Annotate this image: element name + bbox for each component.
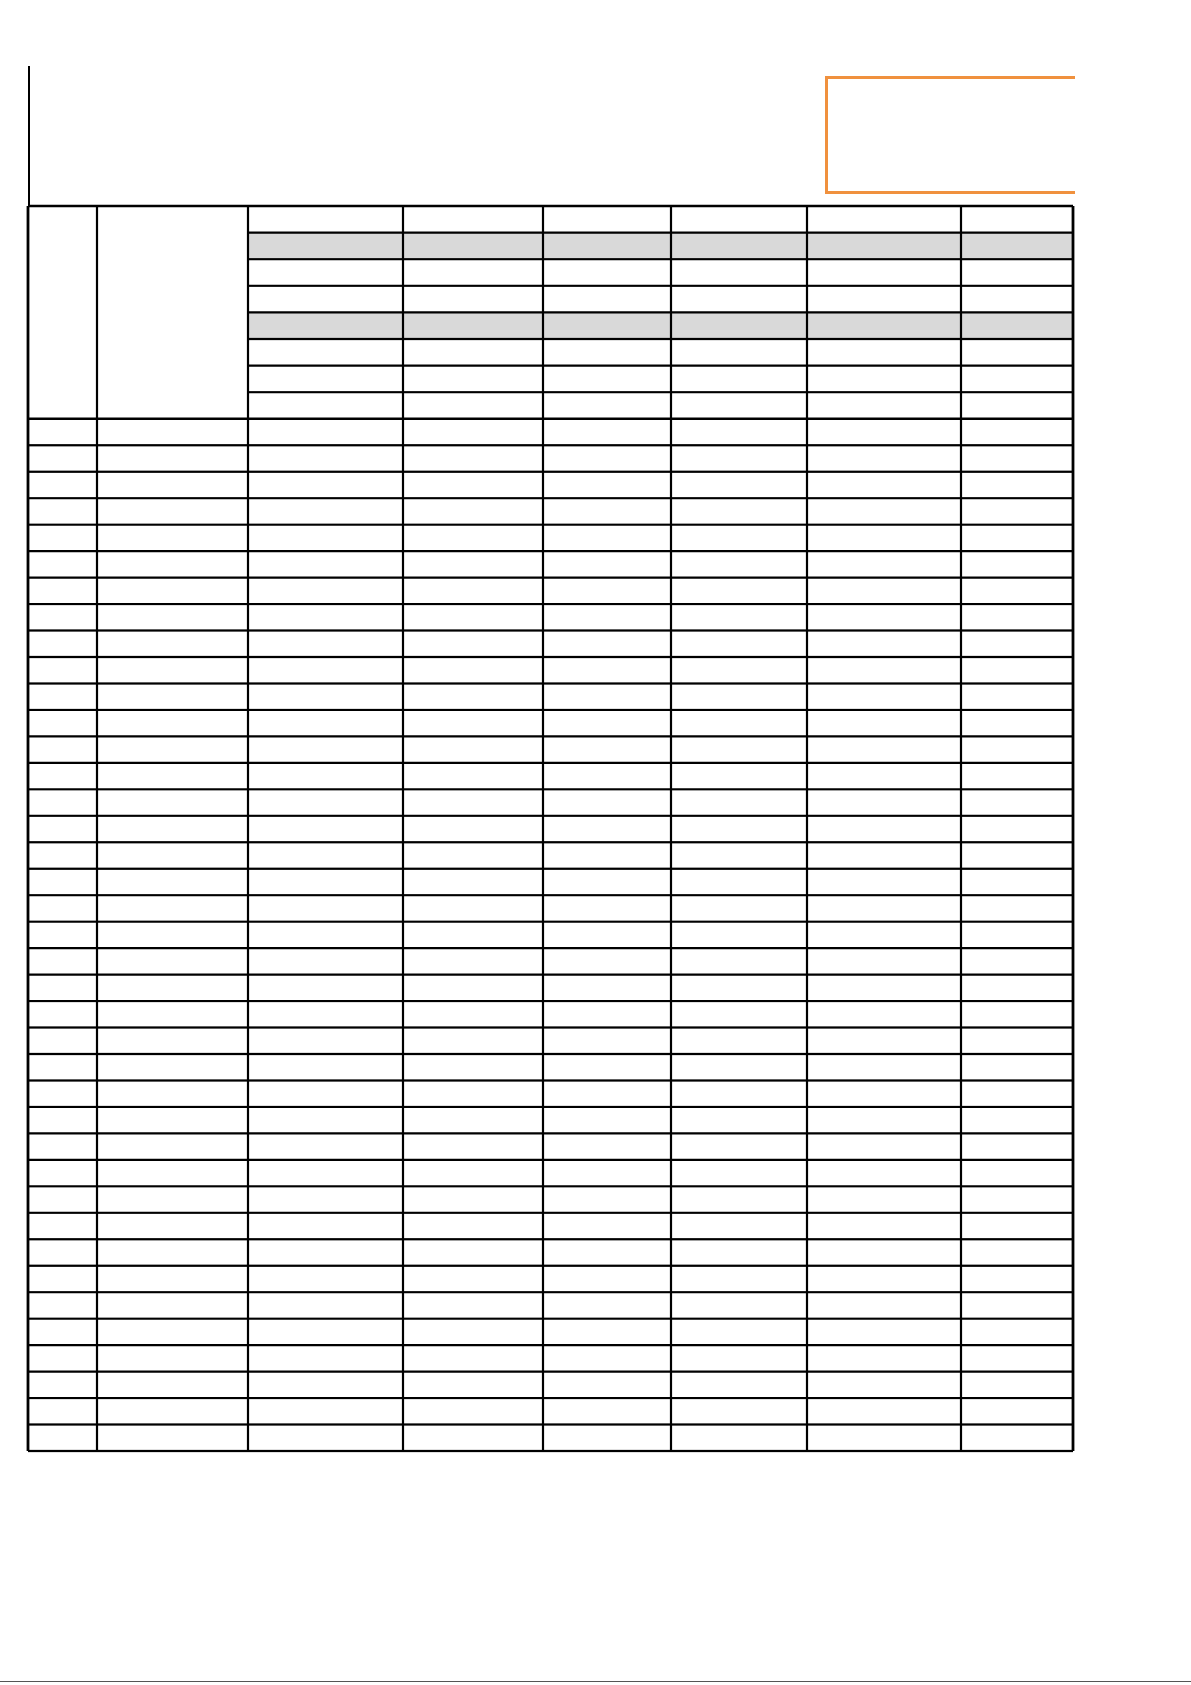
shaded-header-row (248, 312, 1073, 339)
page-bottom-rule (0, 1681, 1191, 1682)
shaded-header-row (248, 233, 1073, 260)
